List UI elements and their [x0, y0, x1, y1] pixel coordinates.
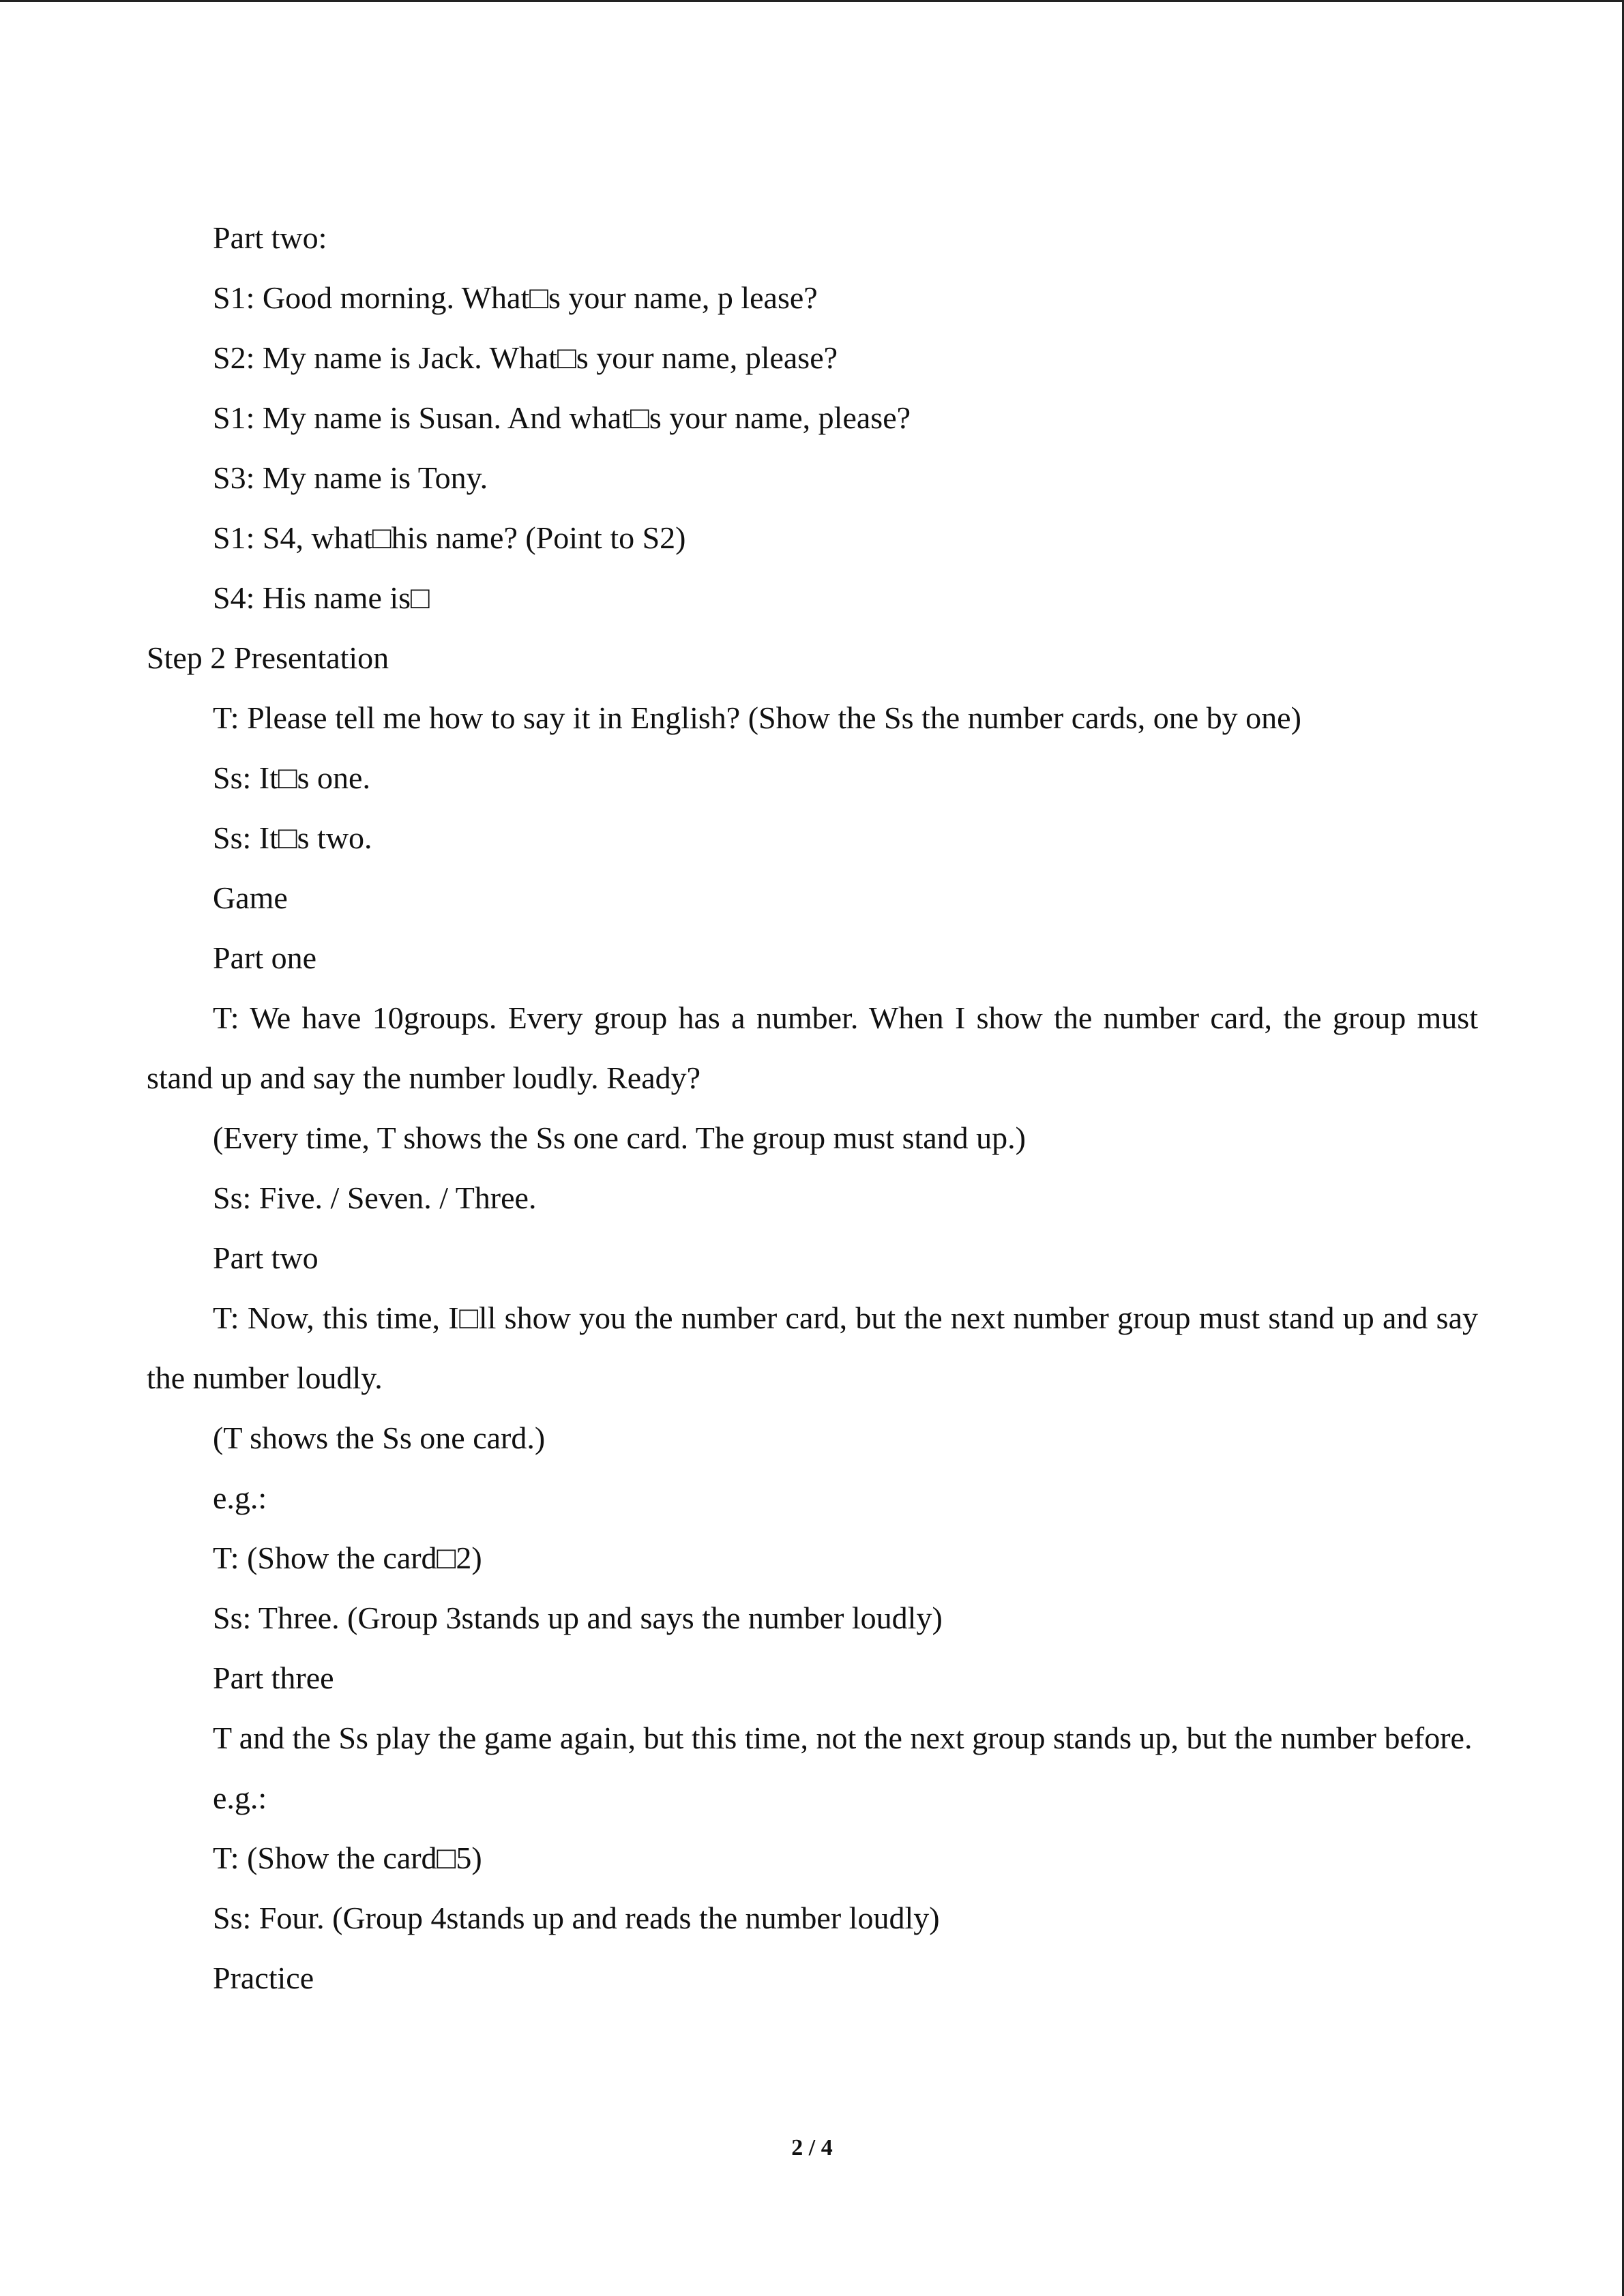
dialogue-line: S1: My name is Susan. And what□s your name, please?	[213, 400, 911, 435]
example-label: e.g.:	[213, 1780, 267, 1815]
dialogue-line: Ss: Four. (Group 4stands up and reads the number loudly)	[213, 1900, 940, 1935]
paragraph: T: Now, this time, I□ll show you the number card, but the next number group must stand up and say the number loudly.	[147, 1300, 1478, 1395]
subheading-part-one: Part one	[213, 940, 317, 975]
dialogue-line: T: Please tell me how to say it in English? (Show the Ss the number cards, one by one)	[213, 700, 1301, 735]
dialogue-line: S1: S4, what□his name? (Point to S2)	[213, 520, 686, 555]
dialogue-line: Ss: It□s one.	[213, 760, 370, 795]
document-body	[147, 208, 1478, 2008]
page-number: 2 / 4	[791, 2135, 833, 2160]
dialogue-line: S1: Good morning. What□s your name, p lease?	[213, 280, 818, 315]
instruction-line: (Every time, T shows the Ss one card. The group must stand up.)	[213, 1120, 1027, 1155]
dialogue-line: Ss: It□s two.	[213, 820, 372, 855]
paragraph: T and the Ss play the game again, but this time, not the next group stands up, but the number before.	[213, 1720, 1473, 1755]
subheading-practice: Practice	[213, 1960, 314, 1995]
section-heading-step-2: Step 2 Presentation	[147, 640, 389, 675]
dialogue-line: T: (Show the card□2)	[213, 1540, 482, 1575]
dialogue-line: S4: His name is□	[213, 580, 430, 615]
subheading-game: Game	[213, 880, 288, 915]
paragraph: T: We have 10groups. Every group has a number. When I show the number card, the group must stand up and say the number loudly. Ready?	[147, 1000, 1478, 1095]
heading-part-two: Part two:	[213, 220, 327, 255]
subheading-part-three: Part three	[213, 1660, 334, 1695]
dialogue-line: T: (Show the card□5)	[213, 1840, 482, 1875]
example-label: e.g.:	[213, 1480, 267, 1515]
instruction-line: (T shows the Ss one card.)	[213, 1420, 546, 1455]
dialogue-line: Ss: Five. / Seven. / Three.	[213, 1180, 537, 1215]
top-border-line	[0, 0, 1624, 2]
dialogue-line: S3: My name is Tony.	[213, 460, 488, 495]
dialogue-line: S2: My name is Jack. What□s your name, please?	[213, 340, 838, 375]
subheading-part-two: Part two	[213, 1240, 319, 1275]
dialogue-line: Ss: Three. (Group 3stands up and says the number loudly)	[213, 1600, 943, 1635]
